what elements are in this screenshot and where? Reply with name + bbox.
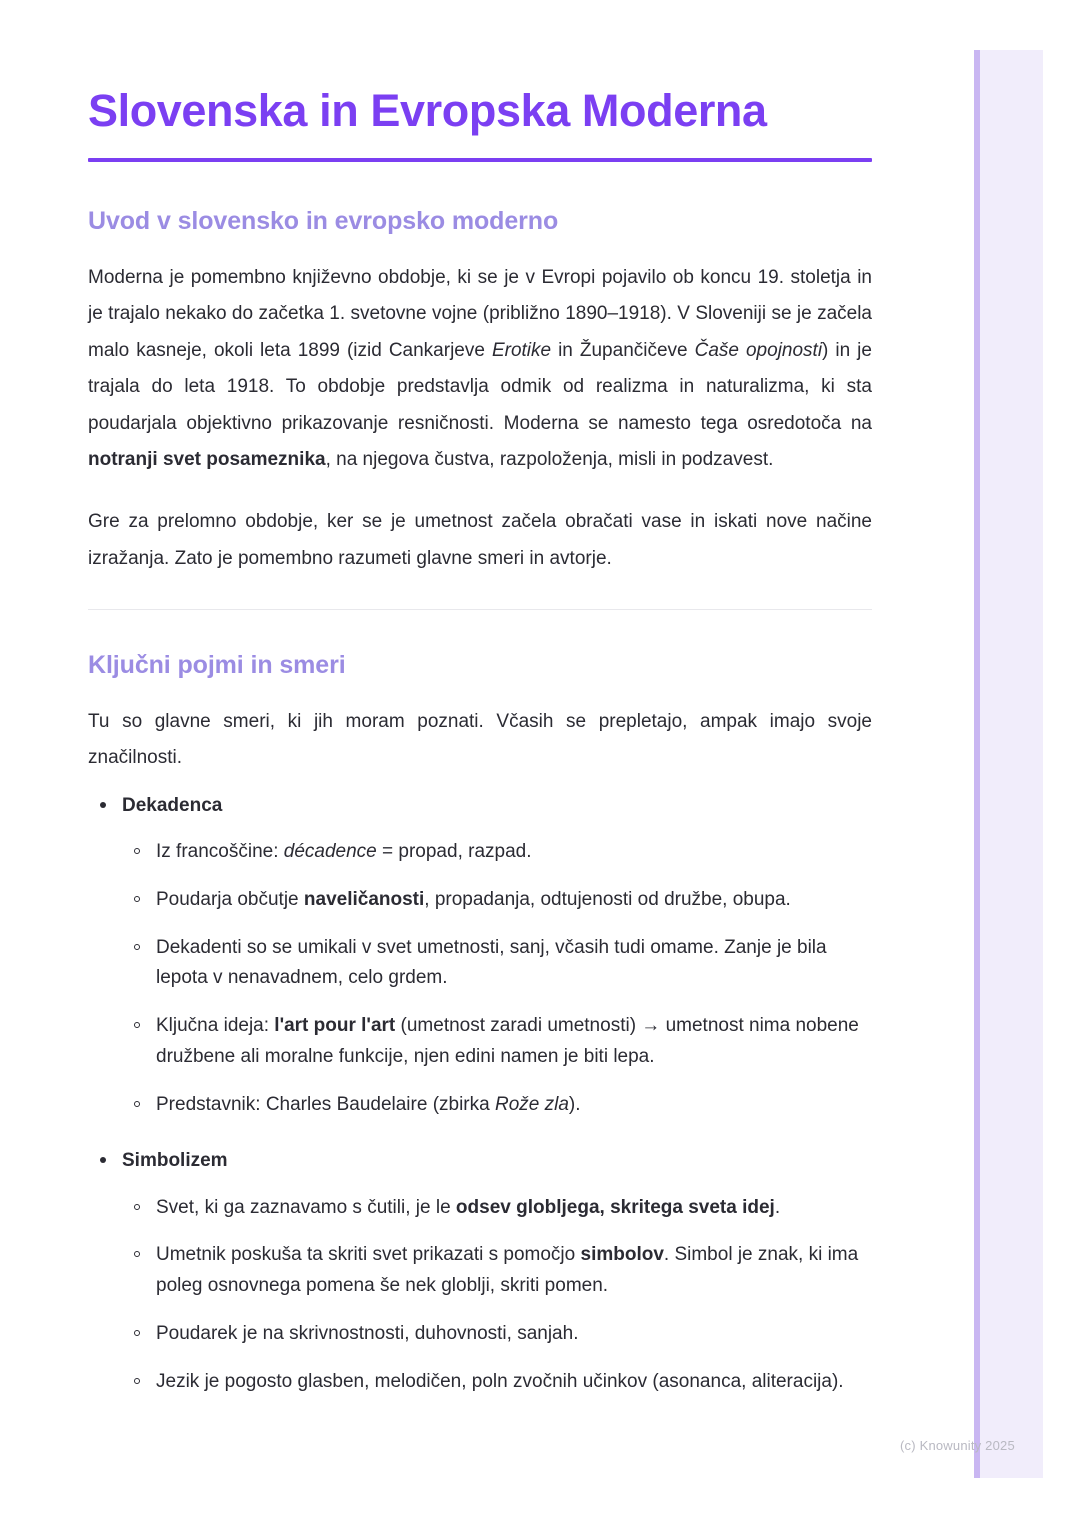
points-list-simbolizem [122,1193,872,1398]
list-item-point: Umetnik poskuša ta skriti svet prikazati s pomočjo simbolov. Simbol je znak, ki ima poleg osnovnega pomena še nek globlji, skriti pomen. [122,1240,872,1302]
list-item-topic-simbolizem [88,1146,872,1397]
decorative-side-panel [974,50,1043,1478]
section-uvod [88,206,872,577]
list-item-point: Jezik je pogosto glasben, melodičen, poln zvočnih učinkov (asonanca, aliteracija). [122,1367,872,1398]
section-divider [88,609,872,610]
topics-list [88,791,872,1398]
list-item-topic-dekadenca [88,791,872,1121]
section-heading-kljucni-pojmi: Ključni pojmi in smeri [88,651,346,680]
paragraph-intro-1: Moderna je pomembno književno obdobje, ki se je v Evropi pojavilo ob koncu 19. stoletja in je trajalo nekako do začetka 1. svetovne vojne (približno 1890–1918). V Sloveniji se je začela malo kasneje, okoli leta 1899 (izid Cankarjeve Erotike in Župančičeve Čaše opojnosti) in je trajala do leta 1918. To obdobje predstavlja odmik od realizma in naturalizma, ki sta poudarjala objektivno prikazovanje resničnosti. Moderna se namesto tega osredotoča na notranji svet posameznika, na njegova čustva, razpoloženja, misli in podzavest. [88,266,872,470]
list-item-point: Predstavnik: Charles Baudelaire (zbirka Rože zla). [122,1090,872,1121]
list-item-point: Ključna ideja: l'art pour l'art (umetnost zaradi umetnosti) → umetnost nima nobene družbene ali moralne funkcije, njen edini namen je biti lepa. [122,1011,872,1073]
page-title: Slovenska in Evropska Moderna [88,85,767,136]
paragraph-kljucni-intro: Tu so glavne smeri, ki jih moram poznati. Včasih se prepletajo, ampak imajo svoje značilnosti. [88,710,872,769]
section-heading-uvod: Uvod v slovensko in evropsko moderno [88,207,559,236]
list-item-point: Svet, ki ga zaznavamo s čutili, je le odsev globljega, skritega sveta idej. [122,1193,872,1224]
list-item-point: Dekadenti so se umikali v svet umetnosti, sanj, včasih tudi omame. Zanje je bila lepota v nenavadnem, celo grdem. [122,933,872,995]
topic-label-simbolizem: Simbolizem [122,1150,228,1172]
title-underline-rule [88,158,872,162]
list-item-point: Iz francoščine: décadence = propad, razpad. [122,837,872,868]
copyright-watermark: (c) Knowunity 2025 [900,1438,1015,1453]
points-list-dekadenca [122,837,872,1120]
list-item-point: Poudarek je na skrivnostnosti, duhovnosti, sanjah. [122,1319,872,1350]
section-kljucni-pojmi [88,650,872,1397]
topic-label-dekadenca: Dekadenca [122,794,223,816]
list-item-point: Poudarja občutje naveličanosti, propadanja, odtujenosti od družbe, obupa. [122,885,872,916]
paragraph-intro-2: Gre za prelomno obdobje, ker se je umetnost začela obračati vase in iskati nove načine izražanja. Zato je pomembno razumeti glavne smeri in avtorje. [88,511,872,569]
